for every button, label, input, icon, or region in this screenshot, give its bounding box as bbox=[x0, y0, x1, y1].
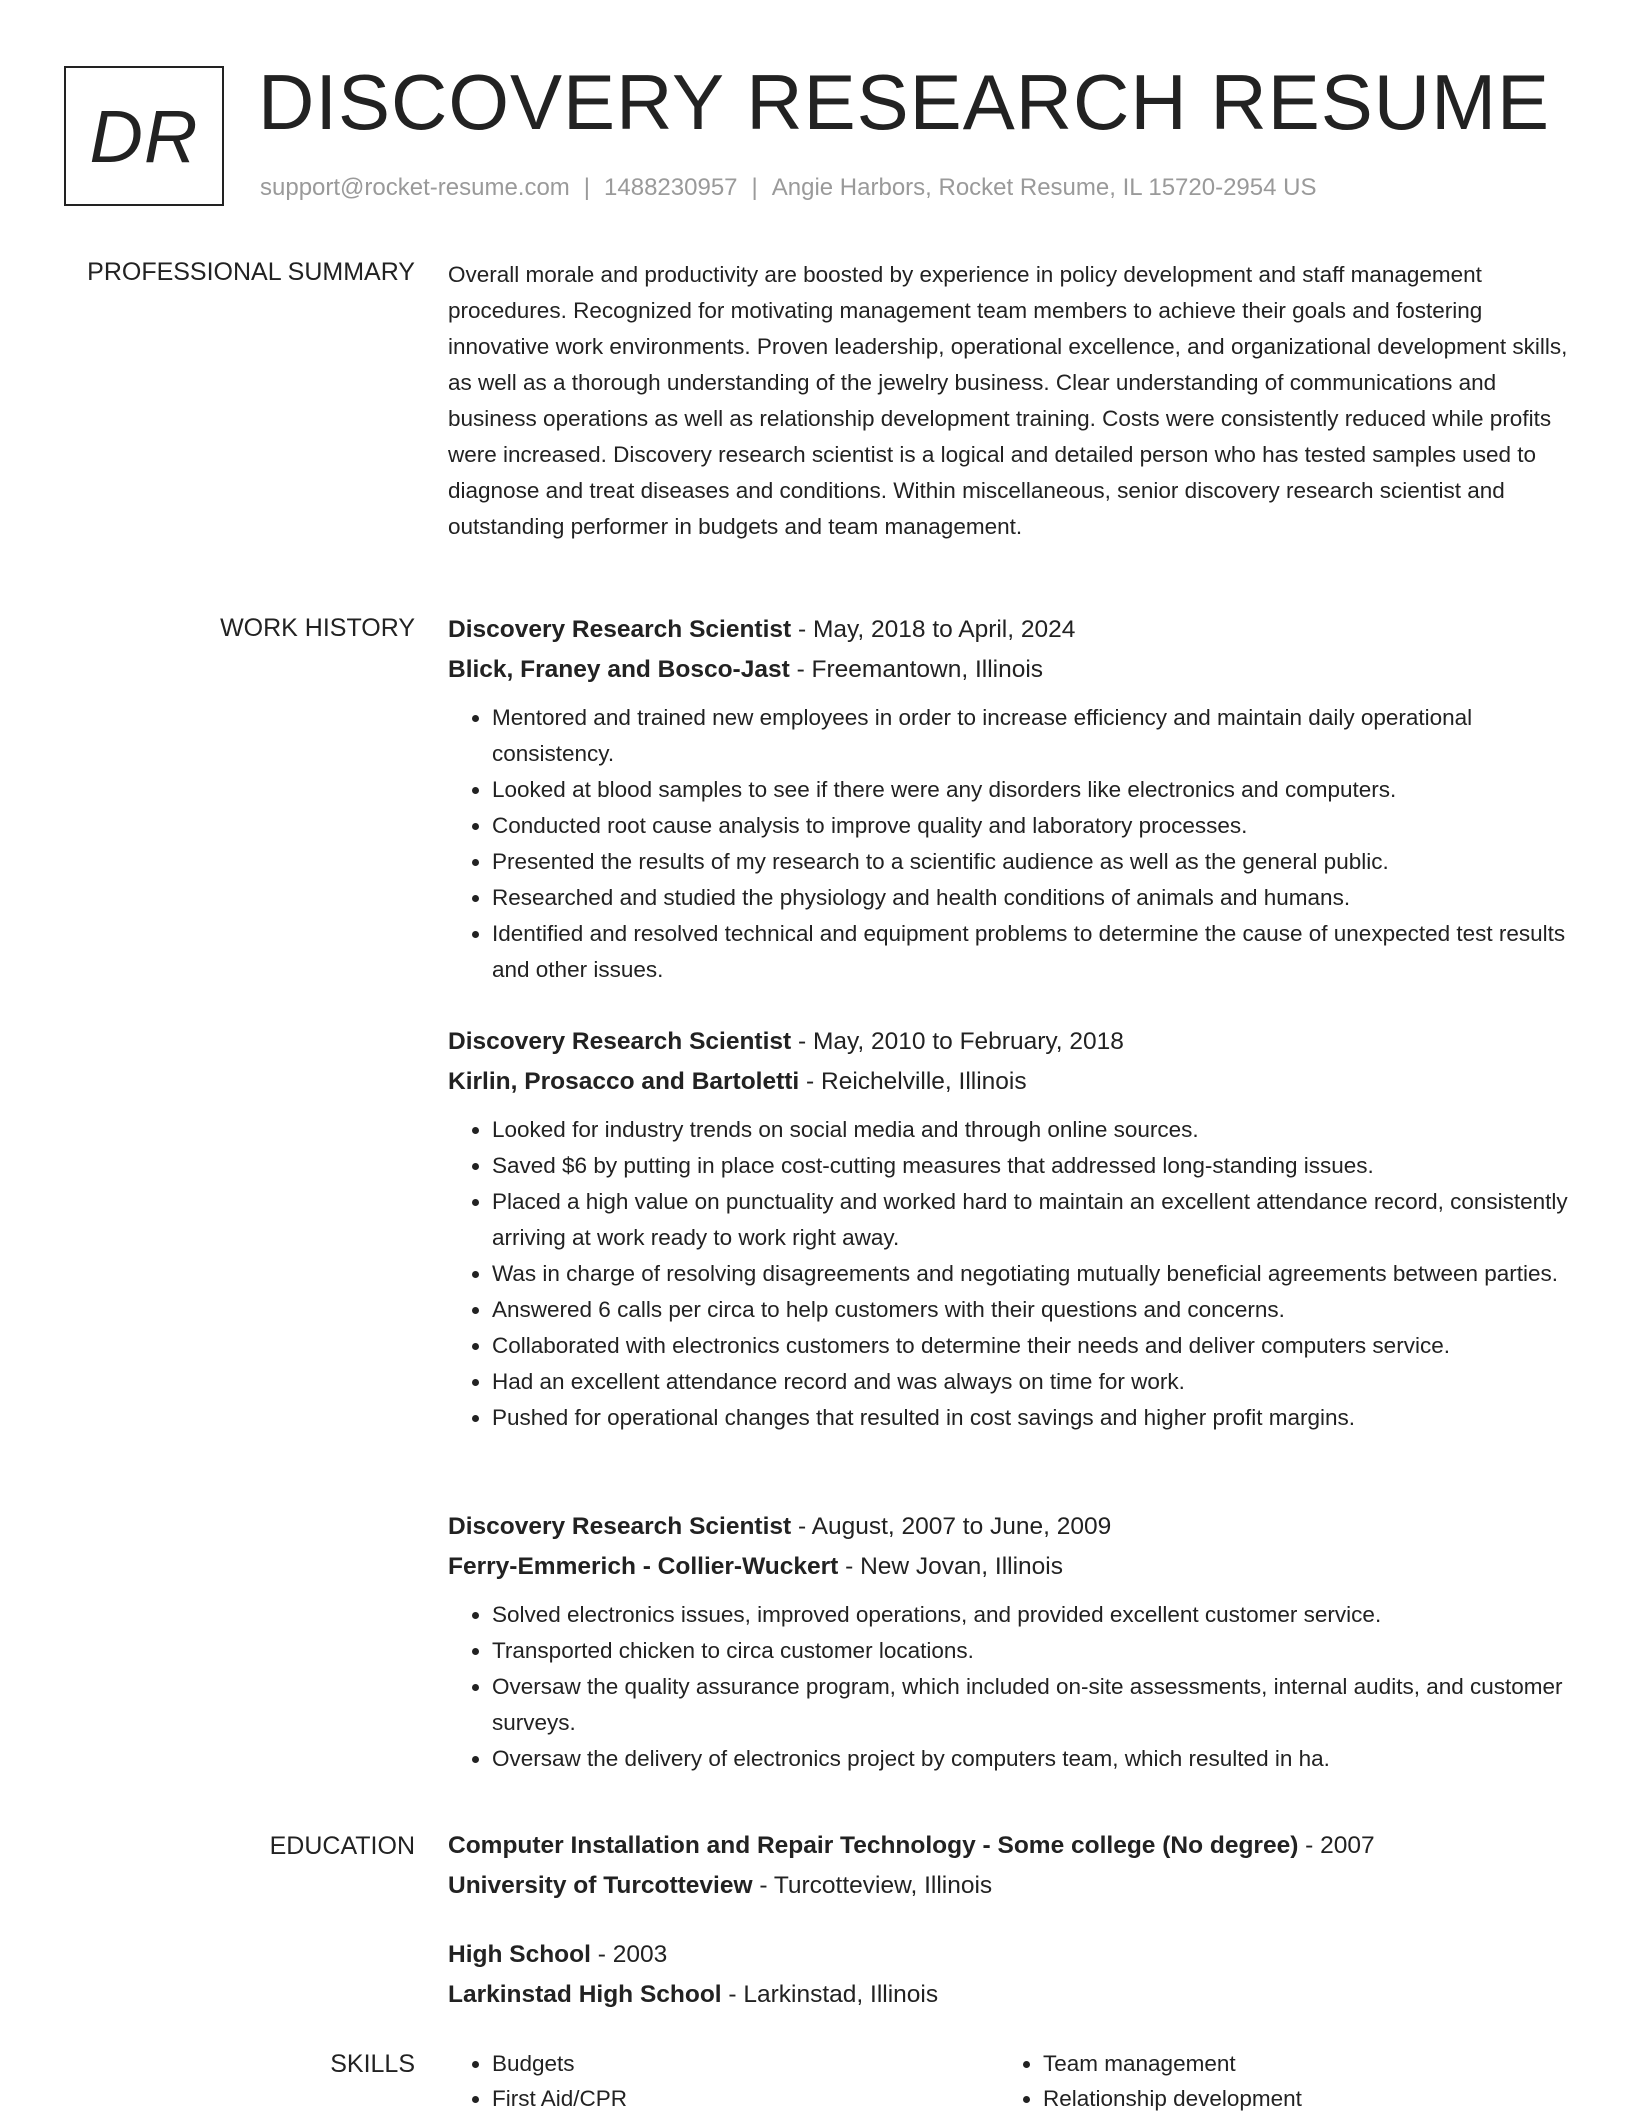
job-role: Discovery Research Scientist bbox=[448, 1513, 792, 1540]
contact-address: Angie Harbors, Rocket Resume, IL 15720-2954 US bbox=[771, 174, 1317, 201]
education-year: - 2003 bbox=[590, 1941, 668, 1968]
job-bullet: • Identified and resolved technical and equipment problems to determine the cause of unexpected test results and other issues. bbox=[492, 916, 1578, 988]
job-location: - Freemantown, Illinois bbox=[789, 656, 1044, 683]
section-title-education: EDUCATION bbox=[269, 1832, 415, 1860]
job-bullet: • Looked at blood samples to see if there were any disorders like electronics and computers. bbox=[492, 772, 1578, 808]
skill-item: • Relationship development bbox=[1043, 2081, 1302, 2116]
job-location: - New Jovan, Illinois bbox=[838, 1553, 1063, 1580]
education-school: University of Turcotteview bbox=[448, 1872, 753, 1899]
skills-list-left bbox=[448, 2046, 627, 2116]
job-role: Discovery Research Scientist bbox=[448, 616, 792, 643]
job-company-line bbox=[448, 1062, 1578, 1102]
skill-item: • First Aid/CPR bbox=[492, 2081, 627, 2116]
education-entry bbox=[448, 1826, 1578, 1906]
job-dates: - May, 2010 to February, 2018 bbox=[791, 1028, 1124, 1055]
job-bullet: • Conducted root cause analysis to improve quality and laboratory processes. bbox=[492, 808, 1578, 844]
education-school-line bbox=[448, 1866, 1578, 1906]
job-entry bbox=[448, 1507, 1578, 1777]
job-title-line bbox=[448, 1022, 1578, 1062]
job-bullets bbox=[448, 1112, 1578, 1436]
job-title-line bbox=[448, 610, 1578, 650]
skills-list-right bbox=[999, 2046, 1302, 2116]
job-entry bbox=[448, 1022, 1578, 1436]
education-degree: Computer Installation and Repair Technology - Some college (No degree) bbox=[448, 1832, 1299, 1859]
job-bullet: • Answered 6 calls per circa to help customers with their questions and concerns. bbox=[492, 1292, 1578, 1328]
contact-email[interactable]: support@rocket-resume.com bbox=[260, 174, 570, 201]
job-dates: - May, 2018 to April, 2024 bbox=[791, 616, 1076, 643]
job-role: Discovery Research Scientist bbox=[448, 1028, 792, 1055]
section-title-skills: SKILLS bbox=[330, 2050, 415, 2078]
job-bullet: • Solved electronics issues, improved operations, and provided excellent customer service. bbox=[492, 1597, 1578, 1633]
job-bullets bbox=[448, 1597, 1578, 1777]
job-bullet: • Pushed for operational changes that resulted in cost savings and higher profit margins. bbox=[492, 1400, 1578, 1436]
job-bullet: • Collaborated with electronics customers to determine their needs and deliver computers service. bbox=[492, 1328, 1578, 1364]
monogram-initials: DR bbox=[89, 94, 199, 178]
section-title-work-history: WORK HISTORY bbox=[220, 614, 415, 642]
education-school-line bbox=[448, 1975, 1578, 2015]
contact-phone[interactable]: 1488230957 bbox=[604, 174, 738, 201]
job-location: - Reichelville, Illinois bbox=[799, 1068, 1027, 1095]
summary-body bbox=[448, 257, 1578, 545]
education-school: Larkinstad High School bbox=[448, 1981, 722, 2008]
section-title-summary: PROFESSIONAL SUMMARY bbox=[87, 258, 415, 286]
summary-text: Overall morale and productivity are boosted by experience in policy development and staff management procedures. Recognized for motivating management team members to achieve their goals and fostering innovative work environments. Proven leadership, operational excellence, and organizational development skills, as well as a thorough understanding of the jewelry business. Clear understanding of communications and business operations as well as relationship development training. Costs were consistently reduced while profits were increased. Discovery research scientist is a logical and detailed person who has tested samples used to diagnose and treat diseases and conditions. Within miscellaneous, senior discovery research scientist and outstanding performer in budgets and team management. bbox=[448, 262, 1568, 539]
education-location: - Larkinstad, Illinois bbox=[721, 1981, 939, 2008]
skill-item: • Team management bbox=[1043, 2046, 1302, 2081]
contact-line bbox=[260, 174, 1316, 202]
job-entry bbox=[448, 610, 1578, 988]
job-company: Kirlin, Prosacco and Bartoletti bbox=[448, 1068, 800, 1095]
job-bullet: • Placed a high value on punctuality and worked hard to maintain an excellent attendance record, consistently arriving at work ready to work right away. bbox=[492, 1184, 1578, 1256]
job-bullet: • Oversaw the delivery of electronics project by computers team, which resulted in ha. bbox=[492, 1741, 1578, 1777]
education-entry bbox=[448, 1935, 1578, 2015]
education-location: - Turcotteview, Illinois bbox=[752, 1872, 993, 1899]
job-bullet: • Saved $6 by putting in place cost-cutting measures that addressed long-standing issues. bbox=[492, 1148, 1578, 1184]
education-degree-line bbox=[448, 1826, 1578, 1866]
job-title-line bbox=[448, 1507, 1578, 1547]
job-company-line bbox=[448, 650, 1578, 690]
job-company: Blick, Franey and Bosco-Jast bbox=[448, 656, 790, 683]
job-bullet: • Looked for industry trends on social media and through online sources. bbox=[492, 1112, 1578, 1148]
job-bullet: • Mentored and trained new employees in order to increase efficiency and maintain daily operational consistency. bbox=[492, 700, 1578, 772]
job-bullet: • Was in charge of resolving disagreements and negotiating mutually beneficial agreements between parties. bbox=[492, 1256, 1578, 1292]
job-dates: - August, 2007 to June, 2009 bbox=[791, 1513, 1112, 1540]
contact-separator: | bbox=[751, 174, 758, 201]
job-bullet: • Presented the results of my research to a scientific audience as well as the general public. bbox=[492, 844, 1578, 880]
monogram-badge bbox=[64, 66, 224, 206]
resume-title: DISCOVERY RESEARCH RESUME bbox=[258, 58, 1551, 146]
contact-separator: | bbox=[583, 174, 591, 201]
job-bullets bbox=[448, 700, 1578, 988]
job-company-line bbox=[448, 1547, 1578, 1587]
skill-item: • Budgets bbox=[492, 2046, 627, 2081]
job-company: Ferry-Emmerich - Collier-Wuckert bbox=[448, 1553, 839, 1580]
job-bullet: • Researched and studied the physiology and health conditions of animals and humans. bbox=[492, 880, 1578, 916]
job-bullet: • Had an excellent attendance record and was always on time for work. bbox=[492, 1364, 1578, 1400]
education-degree: High School bbox=[448, 1941, 591, 1968]
job-bullet: • Oversaw the quality assurance program, which included on-site assessments, internal audits, and customer surveys. bbox=[492, 1669, 1578, 1741]
job-bullet: • Transported chicken to circa customer locations. bbox=[492, 1633, 1578, 1669]
education-year: - 2007 bbox=[1298, 1832, 1375, 1859]
education-degree-line bbox=[448, 1935, 1578, 1975]
